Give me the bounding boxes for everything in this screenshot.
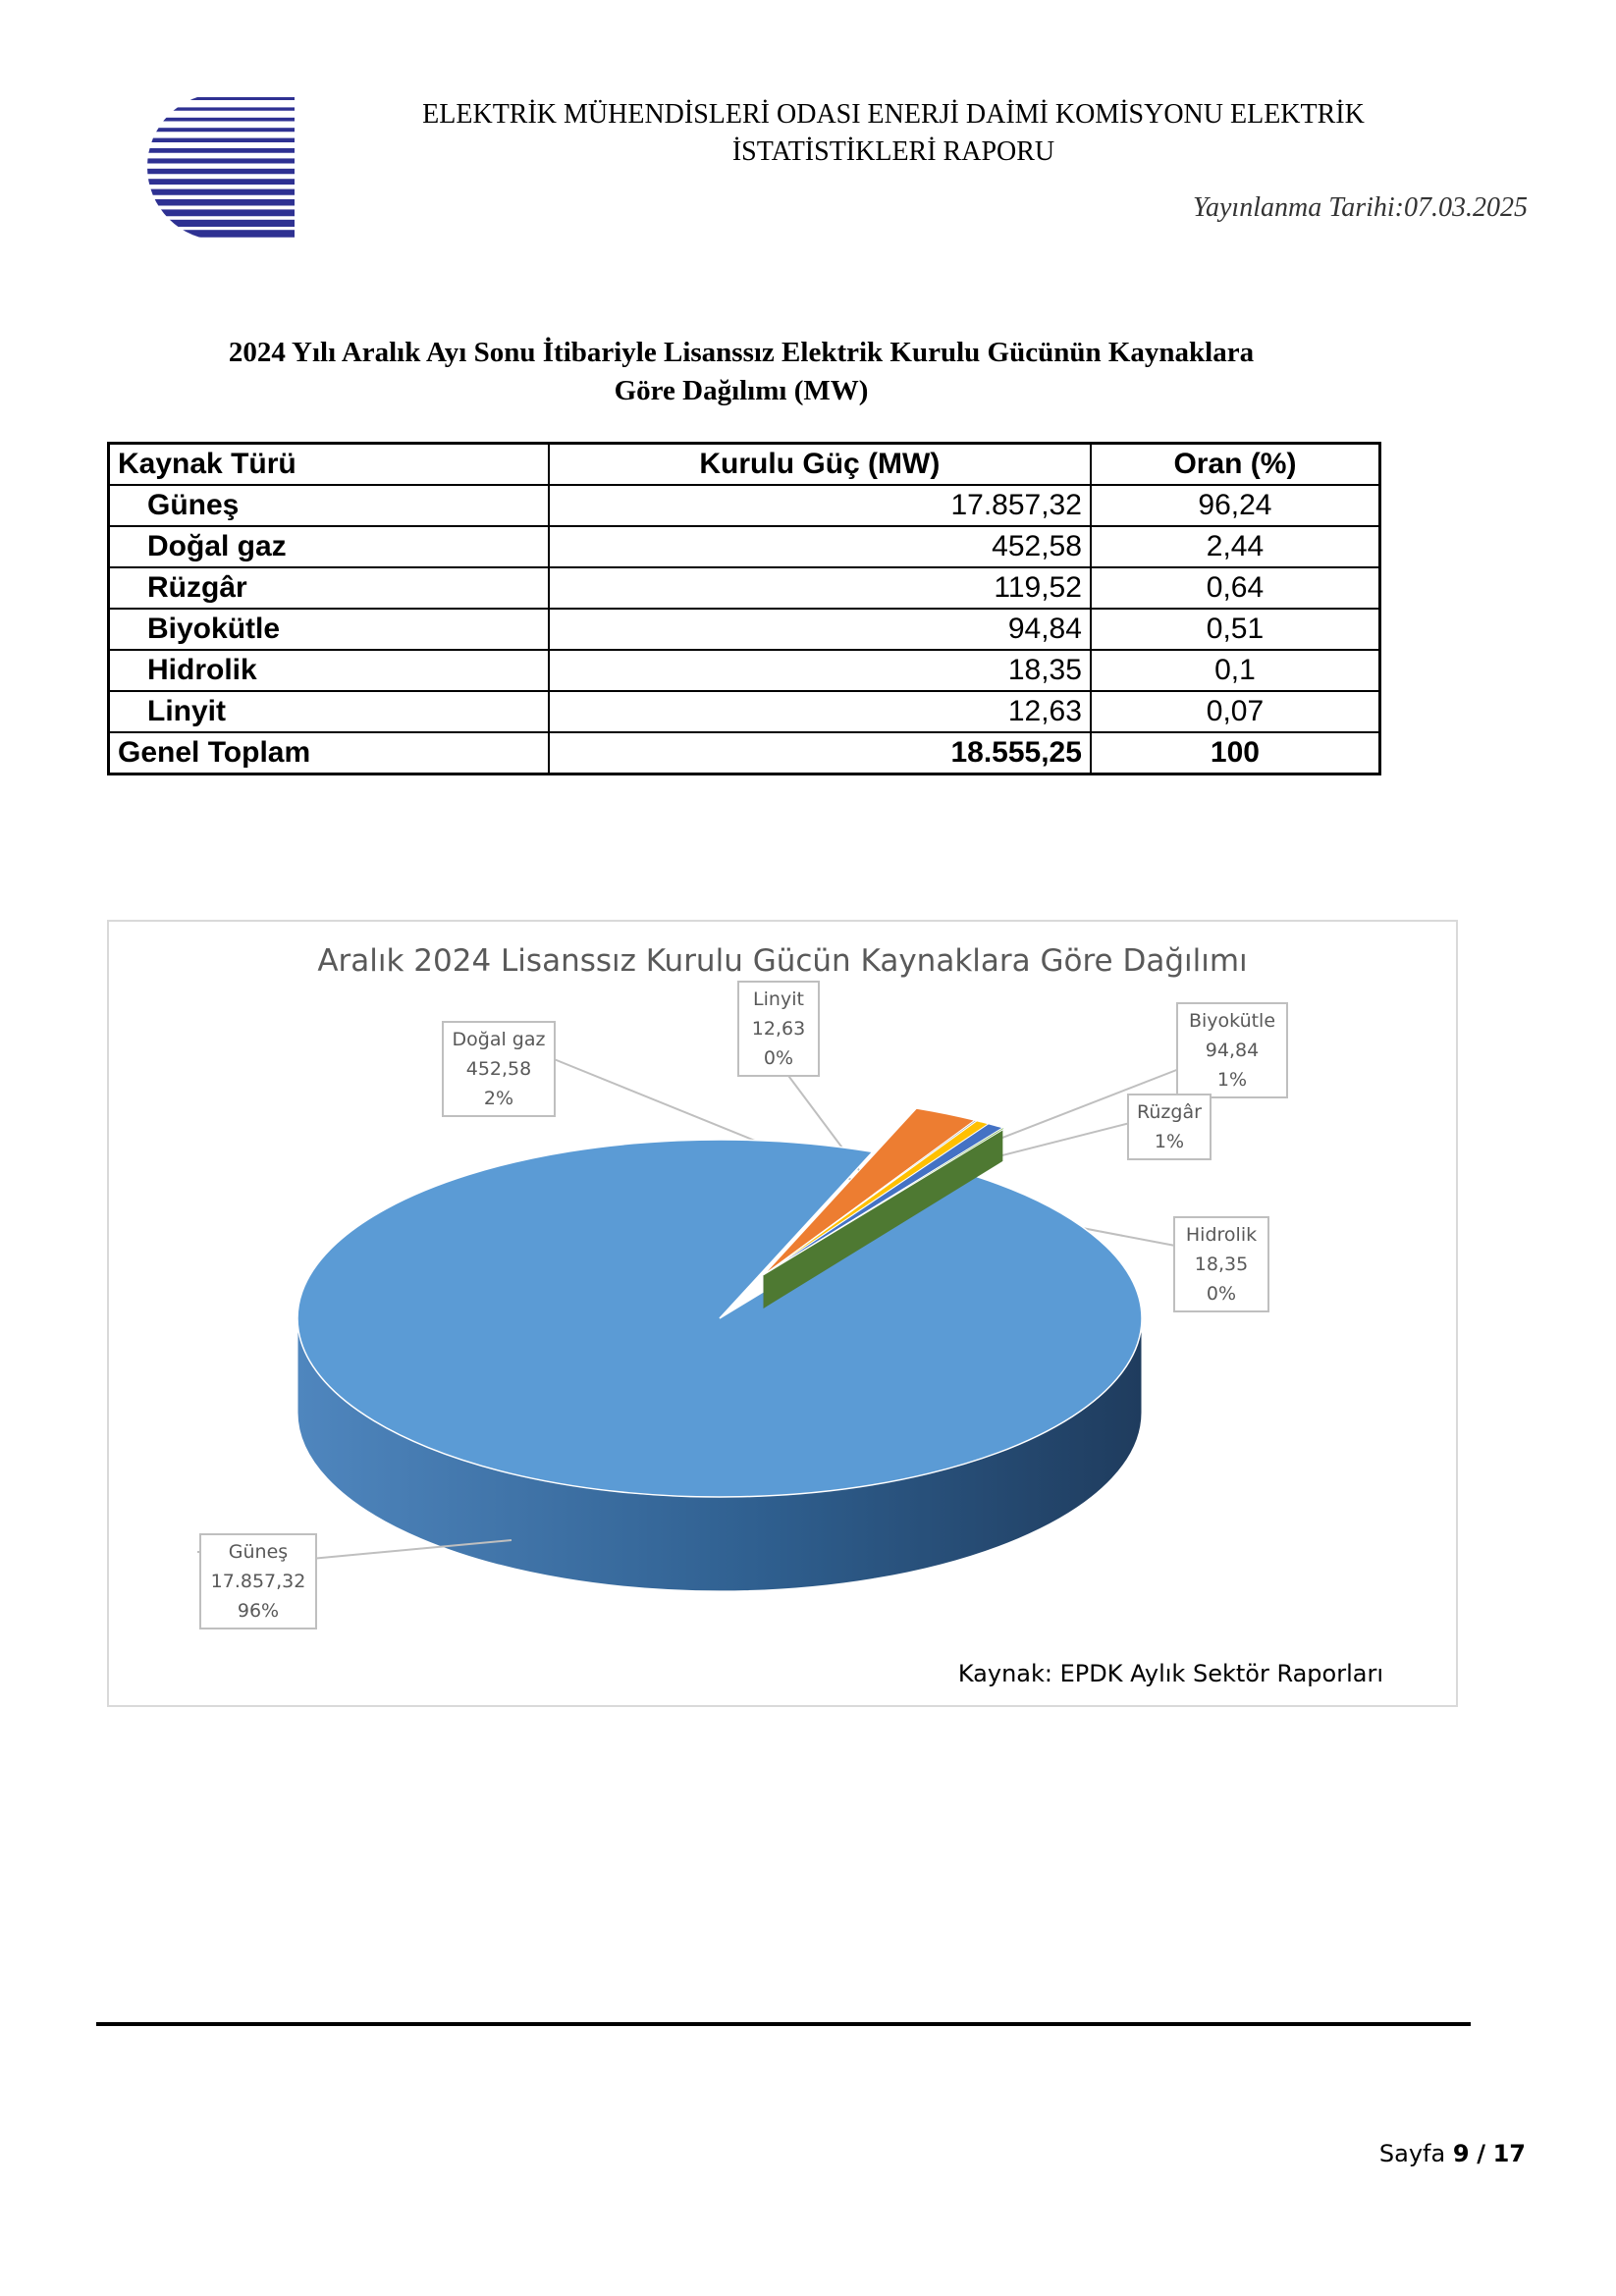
total-name: Genel Toplam [109, 732, 549, 774]
capacity-table [107, 442, 1381, 775]
total-pct: 100 [1091, 732, 1380, 774]
row-pct: 0,07 [1091, 691, 1380, 732]
row-pct: 0,1 [1091, 650, 1380, 691]
row-name: Doğal gaz [109, 526, 549, 567]
table-title-line2: Göre Dağılımı (MW) [614, 375, 869, 406]
table-row [109, 485, 1380, 526]
slice-gunes [297, 1140, 1142, 1497]
row-power: 119,52 [549, 567, 1091, 609]
row-name: Güneş [109, 485, 549, 526]
logo-stripe [147, 148, 295, 153]
report-title-line1: ELEKTRİK MÜHENDİSLERİ ODASI ENERJİ DAİMİ KOMİSYONU ELEKTRİK [422, 99, 1365, 130]
table-row [109, 567, 1380, 609]
label-name: Güneş [228, 1541, 289, 1563]
label-gunes [199, 1533, 317, 1629]
emo-logo-icon [147, 93, 295, 240]
logo-stripe [147, 97, 295, 100]
row-power: 94,84 [549, 609, 1091, 650]
label-pct: 0% [1206, 1283, 1237, 1305]
page-number [1379, 2140, 1526, 2167]
chart-source: Kaynak: EPDK Aylık Sektör Raporları [957, 1660, 1383, 1687]
table-title-line1: 2024 Yılı Aralık Ayı Sonu İtibariyle Lisanssız Elektrik Kurulu Gücünün Kaynaklara [228, 337, 1255, 368]
table-header-row [109, 444, 1380, 486]
header-source-type: Kaynak Türü [109, 444, 549, 486]
label-value: 17.857,32 [210, 1571, 306, 1592]
row-name: Biyokütle [109, 609, 549, 650]
label-name: Rüzgâr [1137, 1101, 1202, 1123]
label-value: 452,58 [465, 1058, 532, 1080]
row-pct: 0,64 [1091, 567, 1380, 609]
row-pct: 2,44 [1091, 526, 1380, 567]
header-installed-power: Kurulu Güç (MW) [549, 444, 1091, 486]
label-ruzgar [1127, 1094, 1212, 1160]
label-name: Linyit [753, 988, 804, 1010]
row-name: Rüzgâr [109, 567, 549, 609]
row-power: 18,35 [549, 650, 1091, 691]
label-linyit [737, 981, 820, 1077]
logo-stripe [147, 138, 295, 142]
label-name: Hidrolik [1185, 1224, 1258, 1246]
header-ratio: Oran (%) [1091, 444, 1380, 486]
label-value: 12,63 [751, 1018, 806, 1040]
logo-stripe [147, 189, 295, 195]
label-pct: 1% [1154, 1131, 1185, 1152]
pie-chart [107, 920, 1458, 1707]
label-value: 94,84 [1205, 1040, 1260, 1061]
row-name: Linyit [109, 691, 549, 732]
row-name: Hidrolik [109, 650, 549, 691]
label-dogal-gaz [442, 1021, 556, 1117]
table-total-row [109, 732, 1380, 774]
row-power: 12,63 [549, 691, 1091, 732]
logo-stripe [147, 169, 295, 174]
table-title [108, 334, 1374, 410]
label-pct: 1% [1216, 1069, 1248, 1091]
label-pct: 2% [483, 1088, 514, 1109]
label-pct: 0% [763, 1047, 794, 1069]
label-hidrolik [1173, 1216, 1269, 1312]
logo-stripe [147, 209, 295, 216]
label-name: Biyokütle [1188, 1010, 1276, 1032]
logo-stripe [147, 230, 295, 238]
logo-stripe [147, 118, 295, 122]
page-label: Sayfa [1378, 2140, 1446, 2167]
page-current: 9 [1452, 2140, 1470, 2167]
table-row [109, 609, 1380, 650]
chart-title: Aralık 2024 Lisanssız Kurulu Gücün Kaynaklara Göre Dağılımı [317, 943, 1248, 979]
logo-stripe [147, 179, 295, 185]
logo-stripe [147, 199, 295, 206]
label-biyokutle [1176, 1002, 1288, 1098]
report-title-line2: İSTATİSTİKLERİ RAPORU [731, 136, 1055, 167]
table-row [109, 650, 1380, 691]
footer-divider [96, 2022, 1471, 2026]
pie-slices [197, 1108, 1142, 1591]
logo-stripe [147, 158, 295, 163]
page-total: 17 [1492, 2140, 1526, 2167]
row-power: 17.857,32 [549, 485, 1091, 526]
publication-date: Yayınlanma Tarihi:07.03.2025 [1193, 192, 1528, 223]
label-value: 18,35 [1194, 1254, 1249, 1275]
report-header-title [353, 96, 1433, 171]
label-name: Doğal gaz [452, 1029, 546, 1050]
logo-stripe [147, 220, 295, 227]
row-pct: 0,51 [1091, 609, 1380, 650]
logo-stripe [147, 128, 295, 132]
table-row [109, 691, 1380, 732]
logo-svg [147, 93, 295, 240]
total-power: 18.555,25 [549, 732, 1091, 774]
logo-stripe [147, 107, 295, 110]
label-pct: 96% [237, 1600, 280, 1622]
table-row [109, 526, 1380, 567]
row-power: 452,58 [549, 526, 1091, 567]
row-pct: 96,24 [1091, 485, 1380, 526]
page-separator: / [1477, 2140, 1485, 2167]
